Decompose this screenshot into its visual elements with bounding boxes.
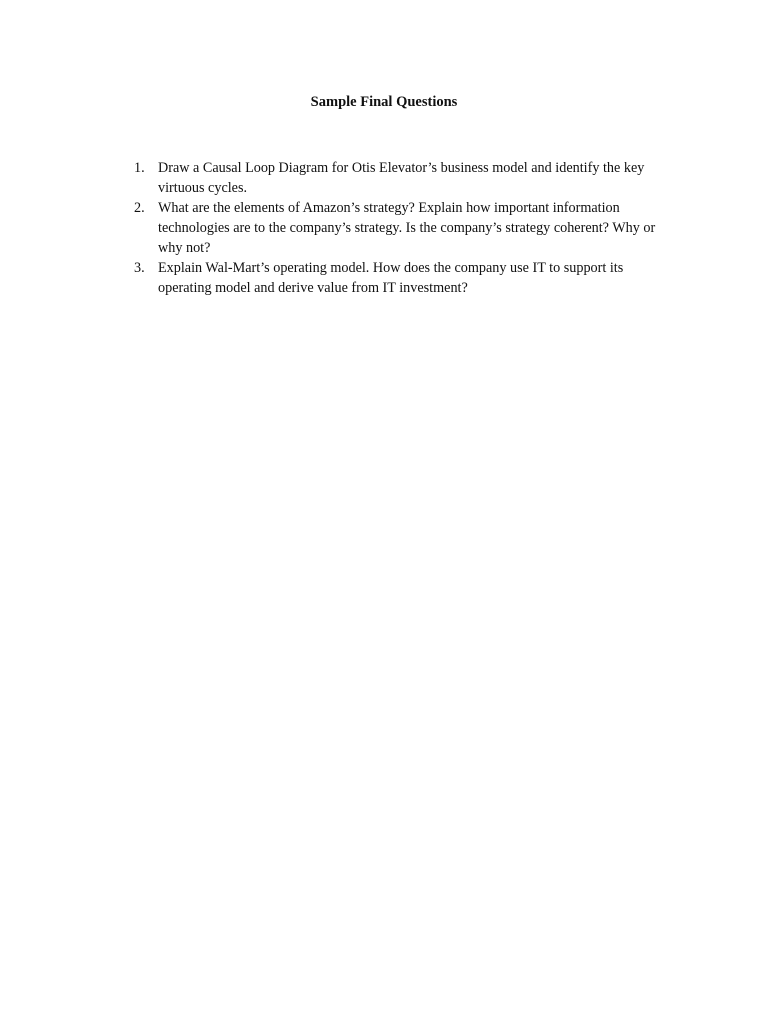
- question-list: [134, 158, 674, 298]
- question-text: Explain Wal-Mart’s operating model. How does the company use IT to support its operating model and derive value from IT investment?: [158, 260, 624, 296]
- question-item-1: [134, 158, 674, 198]
- page-title: Sample Final Questions: [310, 94, 458, 110]
- question-number: 1.: [134, 160, 145, 176]
- question-item-3: [134, 258, 674, 298]
- question-text: What are the elements of Amazon’s strategy? Explain how important information technologies are to the company’s strategy. Is the company’s strategy coherent? Why or why not?: [158, 200, 656, 256]
- question-number: 2.: [134, 200, 145, 216]
- question-item-2: [134, 198, 674, 258]
- question-text: Draw a Causal Loop Diagram for Otis Elevator’s business model and identify the key virtuous cycles.: [158, 160, 645, 196]
- question-number: 3.: [134, 260, 145, 276]
